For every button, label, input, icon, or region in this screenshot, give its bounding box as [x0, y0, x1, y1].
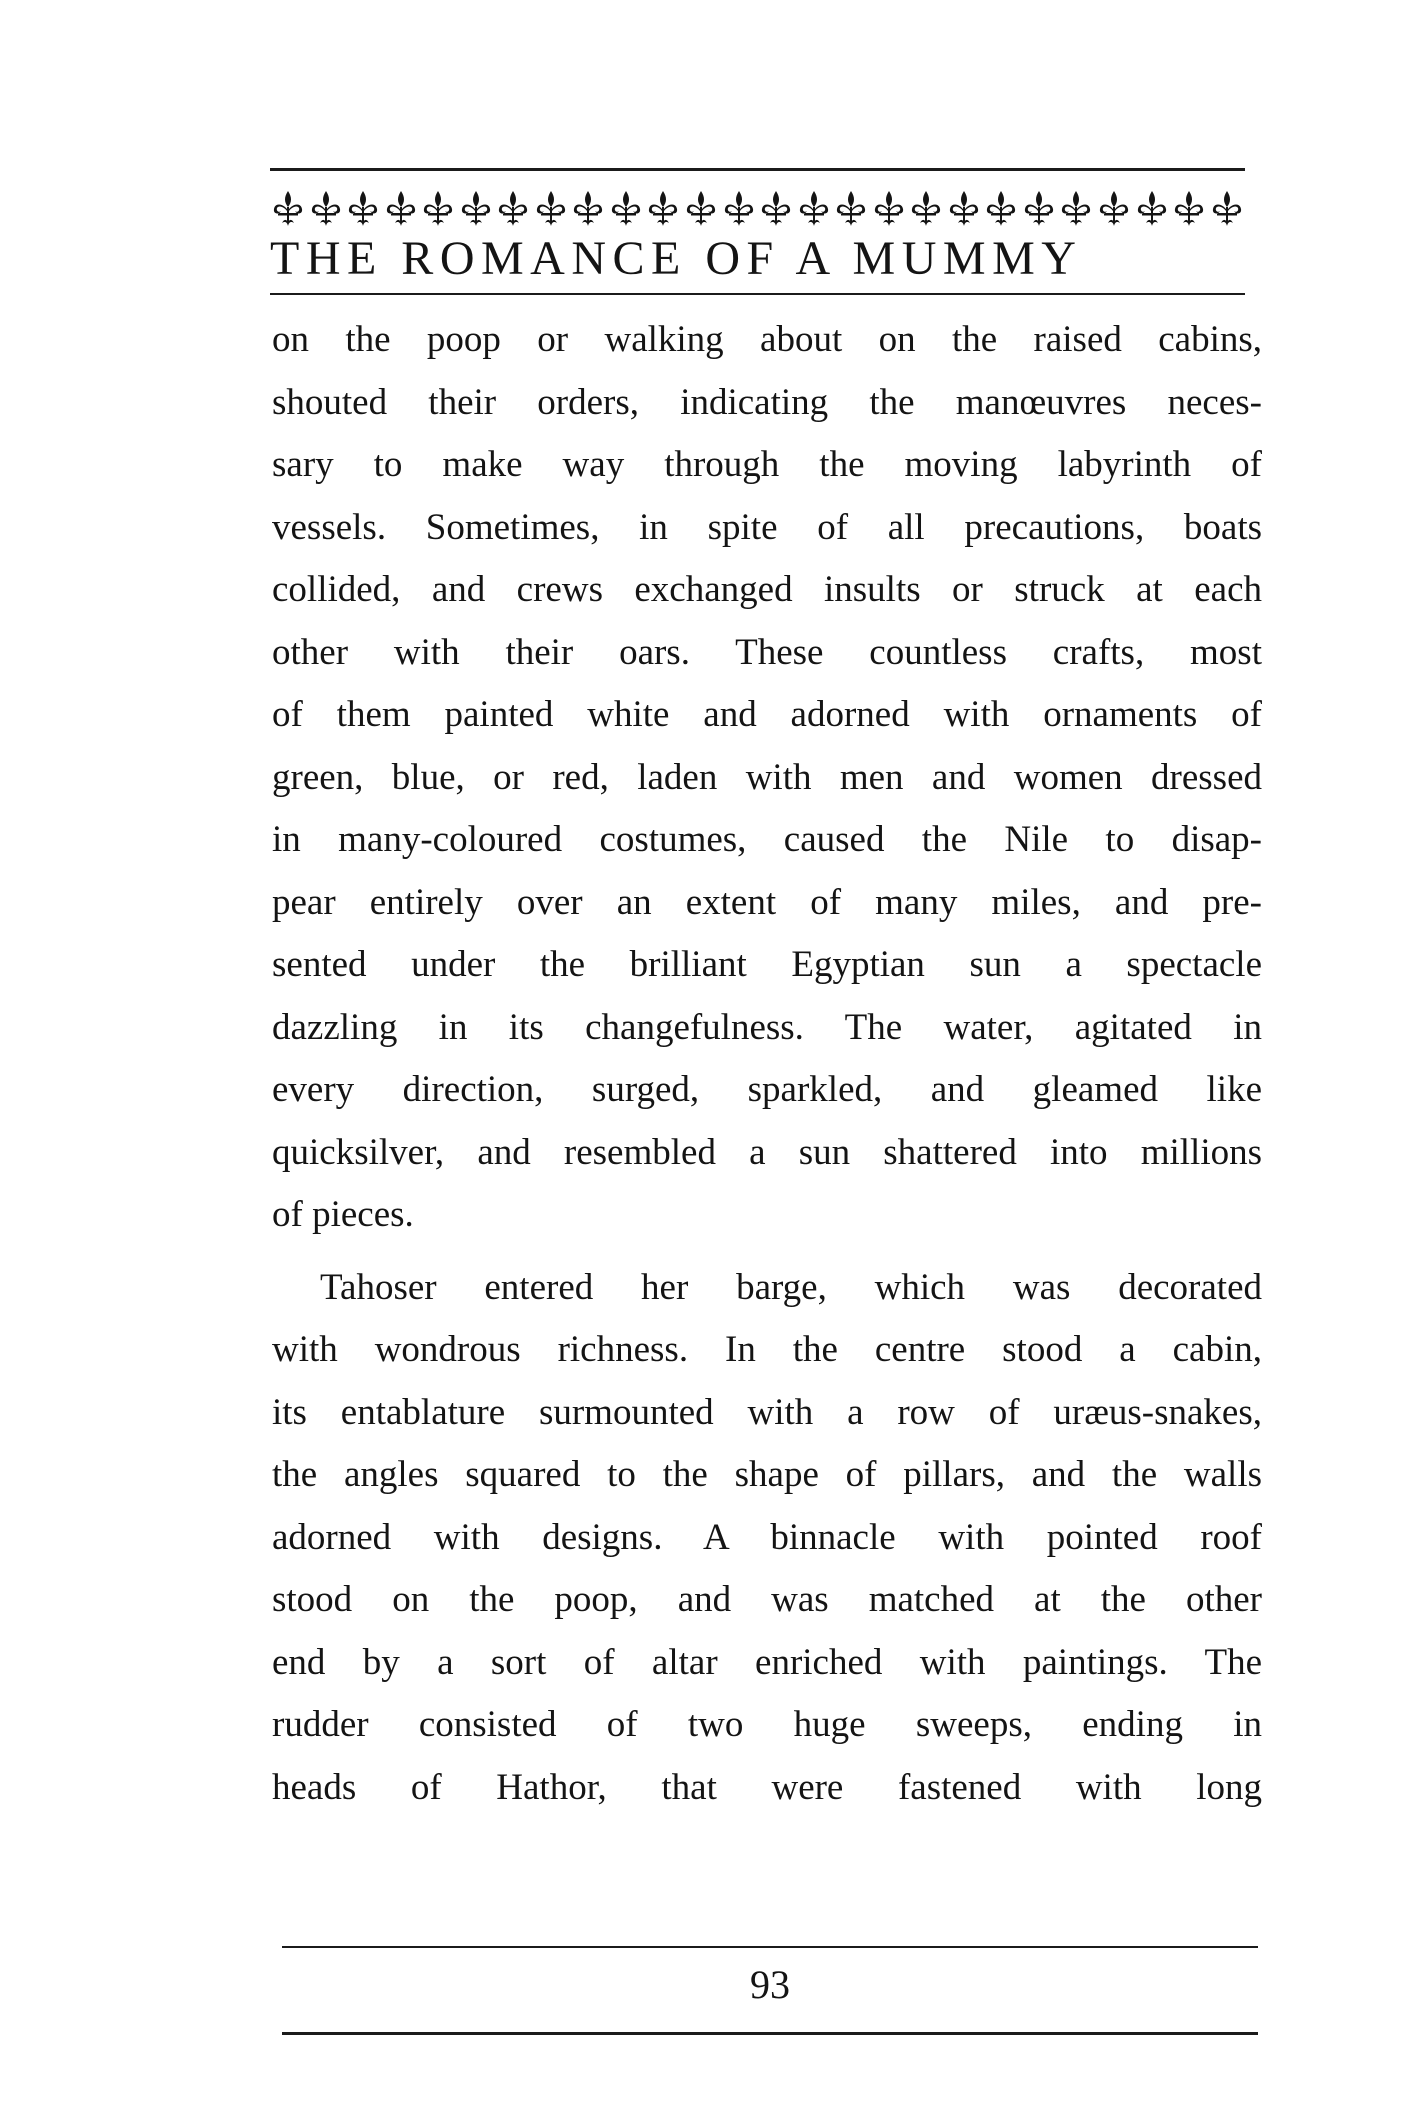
text-line: sary to make way through the moving labyrinth of — [272, 444, 1262, 485]
fleur-de-lis-icon — [383, 189, 419, 229]
text-line: green, blue, or red, laden with men and women dressed — [272, 756, 1262, 798]
text-line: every direction, surged, sparkled, and gleamed like — [272, 1069, 1262, 1110]
fleur-de-lis-icon — [533, 189, 569, 229]
fleur-de-lis-icon — [721, 189, 757, 229]
fleur-de-lis-icon — [1058, 189, 1094, 229]
fleur-de-lis-icon — [645, 189, 681, 229]
text-line: shouted their orders, indicating the manœuvres neces- — [272, 381, 1262, 423]
fleur-de-lis-icon — [908, 189, 944, 229]
text-line: quicksilver, and resembled a sun shattered into millions — [272, 1131, 1262, 1173]
fleur-de-lis-icon — [683, 189, 719, 229]
fleur-de-lis-icon — [608, 189, 644, 229]
paragraph-1 — [272, 309, 1262, 1247]
text-line: collided, and crews exchanged insults or struck at each — [272, 569, 1262, 610]
fleur-de-lis-icon — [1134, 189, 1170, 229]
paragraph-gap — [272, 1247, 1262, 1257]
text-line: with wondrous richness. In the centre stood a cabin, — [272, 1329, 1262, 1370]
fleur-de-lis-icon — [570, 189, 606, 229]
fleur-de-lis-icon — [308, 189, 344, 229]
text-line: other with their oars. These countless crafts, most — [272, 631, 1262, 673]
page-number: 93 — [750, 1962, 790, 2007]
fleur-de-lis-icon — [420, 189, 456, 229]
fleur-de-lis-icon — [1021, 189, 1057, 229]
body-text — [272, 309, 1262, 1819]
text-line — [272, 1257, 1262, 1320]
text-line-content: Tahoser entered her barge, which was decorated — [320, 1266, 1262, 1308]
text-line: heads of Hathor, that were fastened with long — [272, 1766, 1262, 1808]
fleur-de-lis-icon — [833, 189, 869, 229]
fleur-de-lis-icon — [946, 189, 982, 229]
text-line: pear entirely over an extent of many miles, and pre- — [272, 881, 1262, 923]
text-line: end by a sort of altar enriched with paintings. The — [272, 1641, 1262, 1683]
fleur-de-lis-icon — [1171, 189, 1207, 229]
text-line: of them painted white and adorned with ornaments of — [272, 694, 1262, 735]
header-bottom-rule — [270, 293, 1245, 295]
fleur-de-lis-icon — [1096, 189, 1132, 229]
text-line: the angles squared to the shape of pillars, and the walls — [272, 1454, 1262, 1495]
fleur-de-lis-icon — [458, 189, 494, 229]
text-line: dazzling in its changefulness. The water, agitated in — [272, 1006, 1262, 1048]
footer-bottom-rule — [282, 2032, 1258, 2035]
text-line: rudder consisted of two huge sweeps, ending in — [272, 1704, 1262, 1745]
fleur-de-lis-icon — [796, 189, 832, 229]
text-line: on the poop or walking about on the raised cabins, — [272, 319, 1262, 360]
text-line: stood on the poop, and was matched at the other — [272, 1579, 1262, 1620]
running-title: THE ROMANCE OF A MUMMY — [270, 232, 1083, 285]
fleur-de-lis-icon — [983, 189, 1019, 229]
text-line: vessels. Sometimes, in spite of all precautions, boats — [272, 506, 1262, 548]
footer-top-rule — [282, 1946, 1258, 1948]
paragraph-2 — [272, 1257, 1262, 1820]
fleur-de-lis-icon — [871, 189, 907, 229]
text-line: in many-coloured costumes, caused the Nile to disap- — [272, 819, 1262, 860]
fleur-de-lis-icon — [1209, 189, 1245, 229]
page-content — [270, 168, 1260, 1819]
text-line: of pieces. — [272, 1194, 414, 1235]
text-line: sented under the brilliant Egyptian sun a spectacle — [272, 944, 1262, 985]
ornament-band — [270, 189, 1245, 229]
fleur-de-lis-icon — [345, 189, 381, 229]
fleur-de-lis-icon — [270, 189, 306, 229]
fleur-de-lis-icon — [758, 189, 794, 229]
text-line: its entablature surmounted with a row of uræus-snakes, — [272, 1391, 1262, 1433]
header-top-rule — [270, 168, 1245, 171]
fleur-de-lis-icon — [495, 189, 531, 229]
text-line: adorned with designs. A binnacle with pointed roof — [272, 1516, 1262, 1558]
